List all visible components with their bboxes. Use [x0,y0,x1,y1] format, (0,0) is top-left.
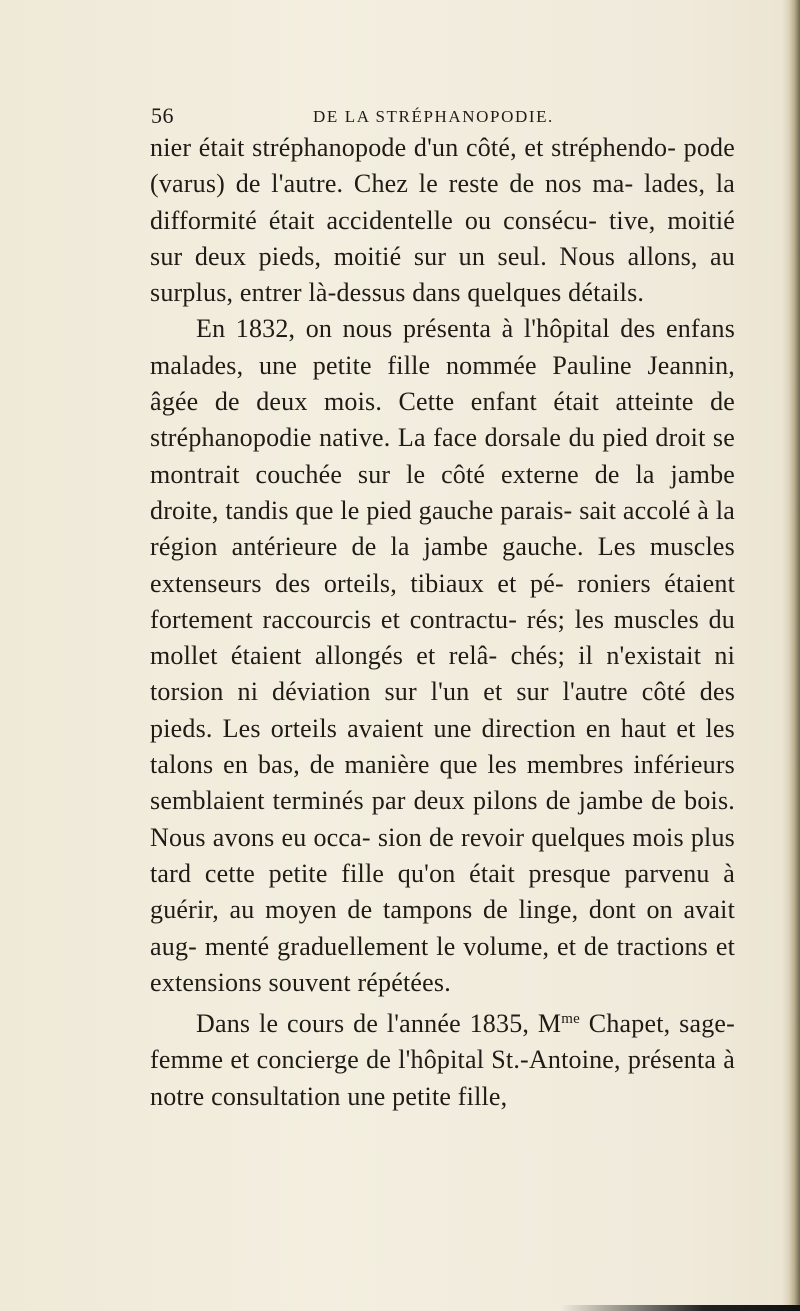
text-line: menté graduellement le volume, et de tractions [204,931,709,961]
text-line: chés; il n'existait ni torsion ni déviation sur l'un et [150,641,735,707]
page-edge-shadow [782,0,800,1311]
paragraph-3 [150,1001,735,1115]
text-line: du pied droit se montrait couchée sur le côté externe [150,423,735,489]
text-line: Jeannin, âgée de deux mois. Cette enfant était [150,350,735,417]
text-line: roniers étaient fortement raccourcis et contractu- [150,568,735,634]
text-line: En 1832, on nous présenta à l'hôpital des [196,314,656,344]
text-line: atteinte de stréphanopodie native. La face dorsale [150,387,736,453]
paragraph-1 [150,130,735,311]
text-line: sion de revoir quelques mois plus tard cette petite [150,822,735,888]
paragraph-2 [150,311,735,1001]
text-line: allons, au surplus, entrer là-dessus dans quelques [150,241,735,308]
text-line: pode (varus) de l'autre. Chez le reste de nos ma- [150,133,735,199]
page-number: 56 [151,103,174,128]
paragraph-3-lead: Dans le cours de l'année 1835, M [196,1009,562,1039]
text-line: tive, moitié sur deux pieds, moitié sur un seul. Nous [150,205,735,271]
text-line: moyen de tampons de linge, dont on avait aug- [150,895,735,961]
text-line: et extensions souvent répétées. [150,931,735,997]
text-line: sage-femme et concierge de l'hôpital St.-Antoine, [150,1009,735,1075]
text-line: enfans malades, une petite fille nommée Pauline [150,314,736,380]
text-line: deux pilons de jambe de bois. Nous avons eu occa- [150,786,735,852]
text-line: que les membres inférieurs semblaient terminés par [150,750,736,816]
running-head: DE LA STRÉPHANOPODIE. [313,107,554,126]
text-line: présenta à notre consultation une petite fille, [150,1045,735,1111]
text-line: Les muscles extenseurs des orteils, tibiaux et pé- [150,532,735,598]
text-line: rés; les muscles du mollet étaient allongés et relâ- [150,604,735,671]
text-line: détails. [568,278,645,308]
text-line: nier était stréphanopode d'un côté, et stréphendo- [150,133,677,162]
page-bottom-shadow [560,1305,800,1311]
superscript-me: me [561,1011,580,1028]
text-line: sait accolé à la région antérieure de la jambe gauche. [150,495,735,562]
body-text [150,130,735,1115]
text-line: sur l'autre côté des pieds. Les orteils avaient une [150,677,736,743]
text-line: direction en haut et les talons en bas, de manière [150,713,735,780]
paragraph-3-lead-end: Chapet, [579,1009,671,1039]
text-line: lades, la difformité était accidentelle ou consécu- [150,169,735,235]
text-line: fille qu'on était presque parvenu à guérir, au [150,858,736,925]
text-line: de la jambe droite, tandis que le pied gauche parais- [150,459,736,525]
